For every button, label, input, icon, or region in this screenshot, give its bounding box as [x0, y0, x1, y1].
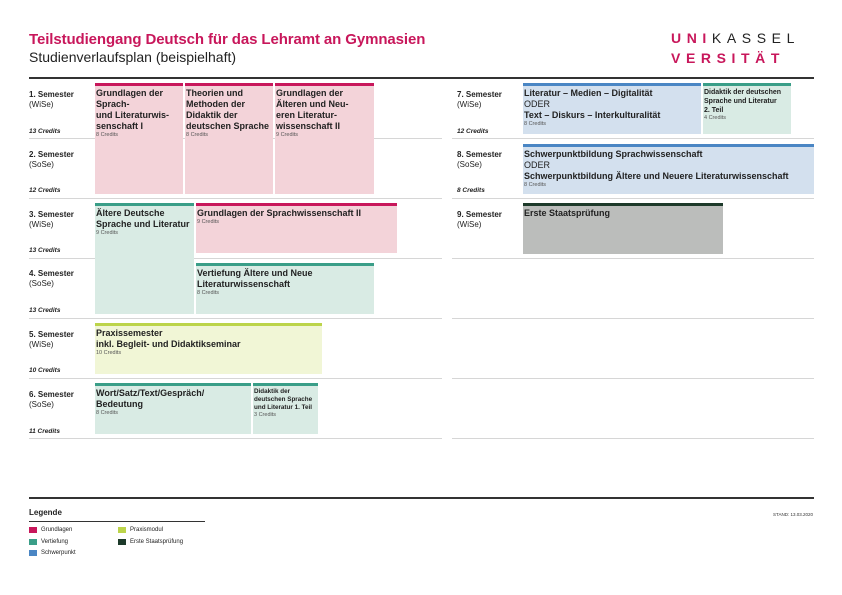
semester-2-credits: 12 Credits [29, 187, 61, 194]
row-separator [29, 198, 442, 199]
module-aeltere-deutsche-sprache-literatur: Ältere Deutsche Sprache und Literatur 9 Credits [95, 203, 194, 314]
module-didaktik-teil-1: Didaktik der deutschen Sprache und Literatur 1. Teil 3 Credits [253, 383, 318, 434]
semester-6-credits: 11 Credits [29, 428, 60, 435]
legend-swatch [29, 550, 37, 556]
module-praxissemester: Praxissemester inkl. Begleit- und Didaktikseminar 10 Credits [95, 323, 322, 374]
row-separator [29, 438, 442, 439]
semester-1-credits: 13 Credits [29, 128, 61, 135]
page-subtitle: Studienverlaufsplan (beispielhaft) [29, 49, 237, 65]
semester-5-credits: 10 Credits [29, 367, 61, 374]
legend-item-schwerpunkt: Schwerpunkt [29, 550, 76, 556]
semester-5-label: 5. Semester (WiSe) [29, 330, 74, 349]
university-logo-line1 [671, 30, 800, 46]
page-title: Teilstudiengang Deutsch für das Lehramt an Gymnasien [29, 31, 426, 48]
row-separator [29, 378, 442, 379]
module-schwerpunktbildung: Schwerpunktbildung Sprachwissenschaft ODER Schwerpunktbildung Ältere und Neuere Literaturwissenschaft 8 Credits [523, 144, 814, 194]
legend-item-vertiefung: Vertiefung [29, 539, 68, 545]
semester-4-credits: 13 Credits [29, 307, 61, 314]
module-grundlagen-sprach-literaturwissenschaft-1: Grundlagen der Sprach- und Literaturwis- senschaft I 8 Credits [95, 83, 183, 194]
legend-swatch [118, 527, 126, 533]
legend-item-praxismodul: Praxismodul [118, 527, 163, 533]
row-separator [29, 258, 442, 259]
row-separator [452, 258, 814, 259]
legend-swatch [29, 527, 37, 533]
semester-7-label: 7. Semester (WiSe) [457, 90, 502, 109]
module-grundlagen-sprachwissenschaft-2: Grundlagen der Sprachwissenschaft II 9 Credits [196, 203, 397, 253]
semester-3-label: 3. Semester (WiSe) [29, 210, 74, 229]
legend-swatch [118, 539, 126, 545]
legend-divider [29, 521, 205, 522]
legend-item-grundlagen: Grundlagen [29, 527, 72, 533]
module-vertiefung-literaturwissenschaft: Vertiefung Ältere und Neue Literaturwissenschaft 8 Credits [196, 263, 374, 314]
logo-kassel: KASSEL [711, 30, 800, 46]
row-separator [452, 198, 814, 199]
logo-uni: UNI [671, 30, 712, 46]
semester-7-credits: 12 Credits [457, 128, 489, 135]
module-erste-staatspruefung: Erste Staatsprüfung [523, 203, 723, 254]
module-wort-satz-text: Wort/Satz/Text/Gespräch/ Bedeutung 8 Credits [95, 383, 251, 434]
header-divider [29, 77, 814, 79]
module-didaktik-teil-2: Didaktik der deutschen Sprache und Literatur 2. Teil 4 Credits [703, 83, 791, 134]
row-separator [452, 318, 814, 319]
semester-6-label: 6. Semester (SoSe) [29, 390, 74, 409]
logo-aet: ÄT [755, 50, 786, 66]
semester-3-credits: 13 Credits [29, 247, 61, 254]
semester-2-label: 2. Semester (SoSe) [29, 150, 74, 169]
footer-divider [29, 497, 814, 499]
row-separator [452, 438, 814, 439]
logo-versit: VERSIT [671, 50, 756, 66]
row-separator [29, 318, 442, 319]
legend-item-staatspruefung: Erste Staatsprüfung [118, 539, 183, 545]
module-literatur-medien-digitalitaet: Literatur – Medien – Digitalität ODER Text – Diskurs – Interkulturalität 8 Credits [523, 83, 701, 134]
legend-title: Legende [29, 508, 62, 517]
module-theorien-methoden-didaktik: Theorien und Methoden der Didaktik der deutschen Sprache 8 Credits [185, 83, 273, 194]
semester-8-credits: 8 Credits [457, 187, 485, 194]
semester-8-label: 8. Semester (SoSe) [457, 150, 502, 169]
semester-4-label: 4. Semester (SoSe) [29, 269, 74, 288]
semester-9-label: 9. Semester (WiSe) [457, 210, 502, 229]
legend-swatch [29, 539, 37, 545]
module-grundlagen-literaturwissenschaft-2: Grundlagen der Älteren und Neu- eren Literatur- wissenschaft II 9 Credits [275, 83, 374, 194]
stand-date: STAND: 13.03.2020 [773, 512, 813, 517]
row-separator [452, 138, 814, 139]
semester-1-label: 1. Semester (WiSe) [29, 90, 74, 109]
university-logo-line2 [671, 50, 785, 66]
row-separator [452, 378, 814, 379]
